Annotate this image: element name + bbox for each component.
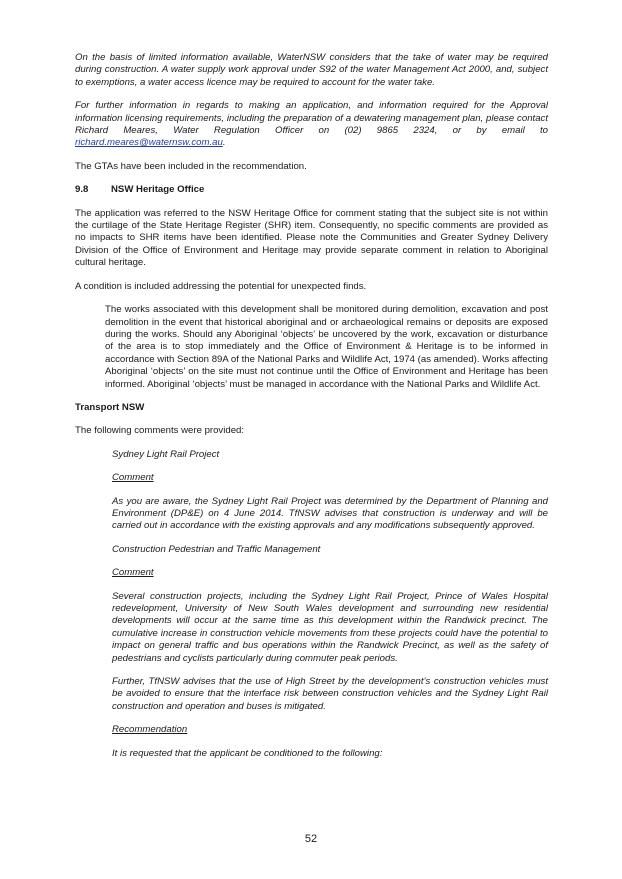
licensing-info-text: For further information in regards to making an application, and information required for the Approval information licensing requirements, including the preparation of a dewatering management plan, please contact Richard Meares, Water Regulation Officer on (02) 9865 2324, or by email to <box>75 100 548 137</box>
transport-intro: The following comments were provided: <box>75 425 245 437</box>
section-number: 9.8 <box>75 184 89 196</box>
gtas-paragraph: The GTAs have been included in the recommendation. <box>75 160 307 172</box>
cptm-paragraph-1: Several construction projects, including the Sydney Light Rail Project, Prince of Wales Hospital redevelopment, University of New South Wales development and surrounding new residential developments will occur at the same time as this development within the Randwick precinct. The cumulative increase in construction vehicle movements from these projects could have the potential to impact on general traffic and bus operations within the Randwick Precinct, as well as the safety of pedestrians and cyclists particularly during commuter peak periods. <box>112 590 548 664</box>
document-page <box>75 52 548 760</box>
cptm-heading: Construction Pedestrian and Traffic Management <box>112 543 321 555</box>
page-number: 52 <box>304 833 318 845</box>
heritage-condition-intro: A condition is included addressing the potential for unexpected finds. <box>75 280 367 292</box>
email-link[interactable]: richard.meares@waternsw.com.au <box>75 137 223 149</box>
recommendation-text: It is requested that the applicant be conditioned to the following: <box>112 747 383 759</box>
licensing-info-end: . <box>222 137 226 149</box>
heritage-condition-text: The works associated with this development shall be monitored during demolition, excavation and post demolition in the event that historical aboriginal and or archaeological remains or deposits are exposed during the works. Should any Aboriginal ‘objects’ be uncovered by the work, excavation or disturbance of the area is to stop immediately and the Office of Environment & Heritage is to be informed in accordance with Section 89A of the National Parks and Wildlife Act, 1974 (as amended). Works affecting Aboriginal ‘objects’ on the site must not continue until the Office of Environment and Heritage has been informed. Aboriginal ‘objects’ must be managed in accordance with the National Parks and Wildlife Act. <box>105 304 548 390</box>
slr-heading: Sydney Light Rail Project <box>112 448 220 460</box>
licensing-info-paragraph <box>75 100 548 150</box>
heritage-paragraph: The application was referred to the NSW Heritage Office for comment stating that the subject site is not within the curtilage of the State Heritage Register (SHR) item. Consequently, no specific comments are provided as no impacts to SHR items have been identified. Please note the Communities and Greater Sydney Delivery Division of the Office of Environment and Heritage may provide separate comment in relation to Aboriginal cultural heritage. <box>75 207 548 269</box>
recommendation-label: Recommendation <box>112 724 188 736</box>
cptm-paragraph-2: Further, TfNSW advises that the use of High Street by the development’s construction vehicles must be avoided to ensure that the interface risk between construction vehicles and the Sydney Light Rail construction and operation and buses is mitigated. <box>112 676 548 712</box>
comment-label: Comment <box>112 472 154 484</box>
comment-label-2: Comment <box>112 567 154 579</box>
transport-heading: Transport NSW <box>75 401 145 413</box>
water-take-paragraph: On the basis of limited information available, WaterNSW considers that the take of water may be required during construction. A water supply work approval under S92 of the water Management Act 2000, and, subject to exemptions, a water access licence may be required to account for the water take. <box>75 52 548 88</box>
section-heading-heritage <box>75 184 548 196</box>
section-title: NSW Heritage Office <box>111 184 205 196</box>
slr-comment: As you are aware, the Sydney Light Rail Project was determined by the Department of Planning and Environment (DP&E) on 4 June 2014. TfNSW advises that construction is underway and will be carried out in accordance with the existing approvals and any modifications subsequently approved. <box>112 495 548 532</box>
